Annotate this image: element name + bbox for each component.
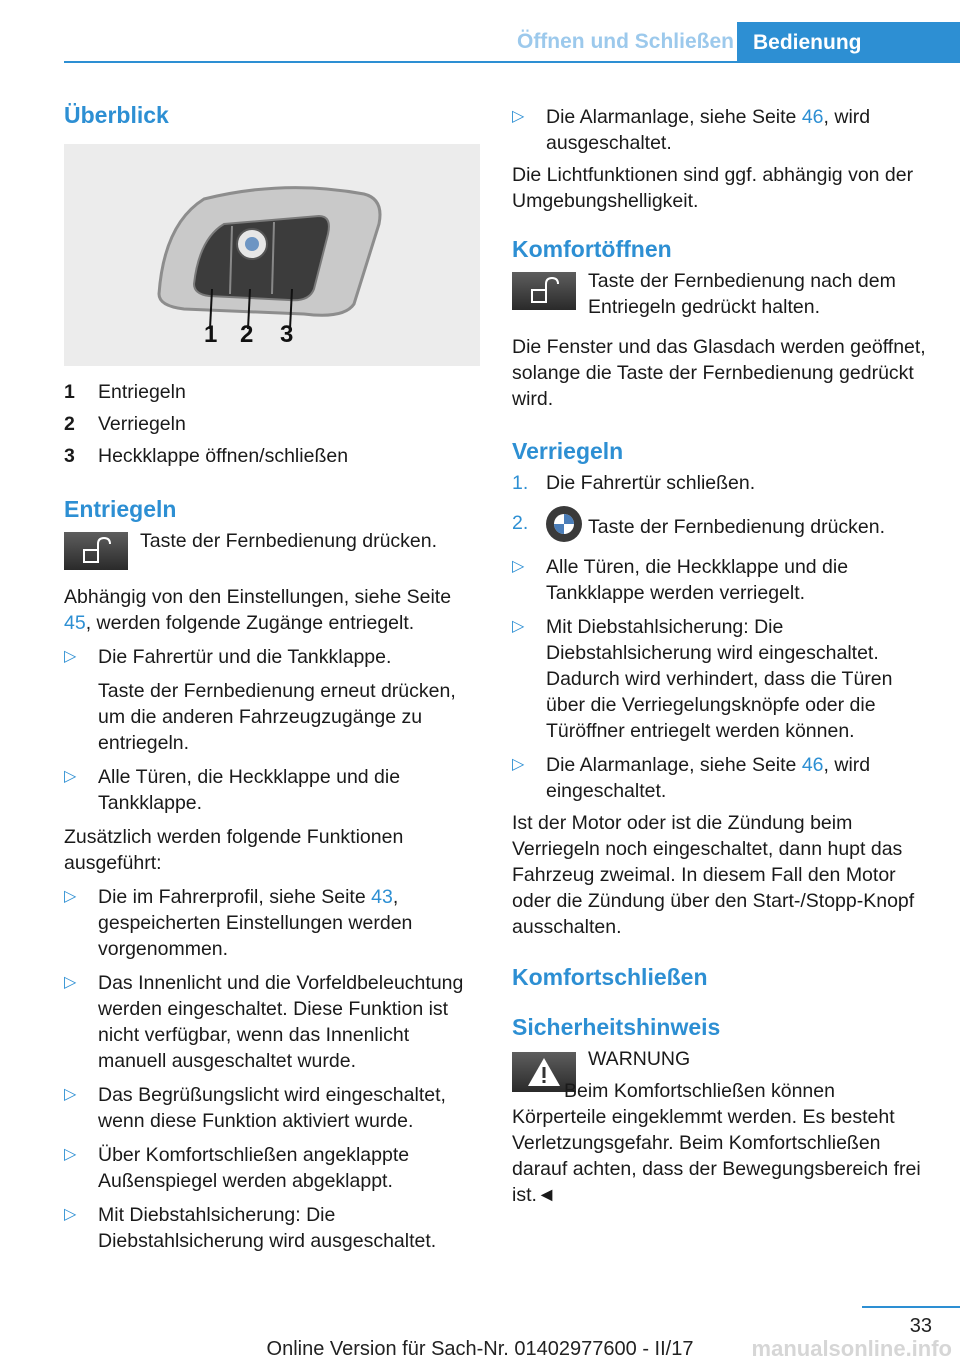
list-item: ▷ Die Alarmanlage, siehe Seite 46, wird eingeschaltet. xyxy=(512,754,871,802)
list-item: ▷ Die Fahrertür und die Tankklappe. xyxy=(64,646,392,668)
legend-item xyxy=(64,440,482,472)
right-column xyxy=(512,100,930,1208)
legend-label: Heckklappe öffnen/schließen xyxy=(98,445,349,467)
figure-number-2: 2 xyxy=(240,321,254,348)
key-fob-figure xyxy=(64,144,480,366)
step-number: 2. xyxy=(512,512,529,534)
triangle-bullet-icon: ▷ xyxy=(64,768,77,785)
triangle-bullet-icon: ▷ xyxy=(512,558,525,575)
list-item: ▷ Das Innenlicht und die Vorfeldbeleuchtung werden eingeschaltet. Diese Funktion ist nicht verfügbar, wenn das Innenlicht manuell ausgeschaltet wurde. xyxy=(64,972,464,1072)
watermark: manualsonline.info xyxy=(751,1336,952,1361)
unlock-paragraph: Abhängig von den Einstellungen, siehe Seite 45, werden folgende Zugänge entriegelt. xyxy=(64,586,452,634)
figure-legend xyxy=(64,376,482,472)
list-item: ▷ Die Alarmanlage, siehe Seite 46, wird ausgeschaltet. xyxy=(512,106,871,154)
list-item: ▷ Mit Diebstahlsicherung: Die Diebstahlsicherung wird ausgeschaltet. xyxy=(64,1204,437,1252)
horn-paragraph: Ist der Motor oder ist die Zündung beim Verriegeln noch eingeschaltet, dann hupt das Fahrzeug zweimal. In diesem Fall den Motor oder die Zündung über den Start-/Stopp-Knopf ausschalten. xyxy=(512,812,915,938)
legend-label: Entriegeln xyxy=(98,381,186,403)
triangle-bullet-icon: ▷ xyxy=(64,974,77,991)
key-fob-illustration xyxy=(64,144,480,366)
functions-paragraph: Zusätzlich werden folgende Funktionen ausgeführt: xyxy=(64,826,404,874)
page-link[interactable]: 46 xyxy=(801,106,824,128)
header-rule xyxy=(64,61,960,63)
figure-number-1: 1 xyxy=(204,321,218,348)
page-link[interactable]: 43 xyxy=(371,886,393,908)
unlock-key-icon xyxy=(64,532,128,570)
safety-heading: Sicherheitshinweis xyxy=(512,1014,721,1040)
page-number: 33 xyxy=(909,1315,932,1337)
comfort-open-paragraph: Die Fenster und das Glasdach werden geöffnet, solange die Taste der Fernbedienung gedrückt wird. xyxy=(512,336,926,410)
header-tab: Bedienung xyxy=(737,22,960,62)
legend-item xyxy=(64,408,482,440)
light-functions-paragraph: Die Lichtfunktionen sind ggf. abhängig von der Umgebungshelligkeit. xyxy=(512,164,914,212)
list-item: ▷ Alle Türen, die Heckklappe und die Tankklappe. xyxy=(64,766,401,814)
unlock-key-text: Taste der Fernbedienung drücken. xyxy=(140,530,438,552)
header-section-title: Öffnen und Schließen xyxy=(516,30,734,53)
unlock-key-row xyxy=(64,528,482,570)
triangle-bullet-icon: ▷ xyxy=(512,618,525,635)
triangle-bullet-icon: ▷ xyxy=(64,1146,77,1163)
triangle-bullet-icon: ▷ xyxy=(64,648,77,665)
list-item: ▷ Mit Diebstahlsicherung: Die Diebstahlsicherung wird eingeschaltet. Dadurch wird verhindert, dass die Türen über die Verriegelungsknöpfe oder die Türöffner entriegelt werden können. xyxy=(512,616,893,742)
numbered-item: 1. Die Fahrertür schließen. xyxy=(512,472,756,494)
comfort-close-heading: Komfortschließen xyxy=(512,964,708,990)
numbered-item: 2. Taste der Fernbedienung drücken. xyxy=(512,510,930,546)
legend-label: Verriegeln xyxy=(98,413,186,435)
legend-item xyxy=(64,376,482,408)
list-item: ▷ Die im Fahrerprofil, siehe Seite 43, gespeicherten Einstellungen werden vorgenommen. xyxy=(64,886,413,960)
step-number: 1. xyxy=(512,472,529,494)
triangle-bullet-icon: ▷ xyxy=(512,108,525,125)
triangle-bullet-icon: ▷ xyxy=(64,1086,77,1103)
unlock-heading: Entriegeln xyxy=(64,496,177,522)
legend-number: 3 xyxy=(64,445,75,467)
left-column xyxy=(64,100,482,1254)
triangle-bullet-icon: ▷ xyxy=(512,756,525,773)
lock-heading: Verriegeln xyxy=(512,438,624,464)
list-item: ▷ Alle Türen, die Heckklappe und die Tankklappe werden verriegelt. xyxy=(512,556,849,604)
list-item: ▷ Über Komfortschließen angeklappte Außenspiegel werden abgeklappt. xyxy=(64,1144,410,1192)
triangle-bullet-icon: ▷ xyxy=(64,1206,77,1223)
comfort-open-key-text: Taste der Fernbedienung nach dem Entriegeln gedrückt halten. xyxy=(588,270,896,318)
page-link[interactable]: 45 xyxy=(64,612,86,634)
legend-number: 1 xyxy=(64,381,75,403)
page-link[interactable]: 46 xyxy=(801,754,824,776)
comfort-open-heading: Komfortöffnen xyxy=(512,236,672,262)
footer-rule xyxy=(862,1306,960,1308)
online-version-note: Online Version für Sach-Nr. 01402977600 - II/17 xyxy=(266,1338,694,1360)
comfort-open-key-row xyxy=(512,268,930,320)
list-item: ▷ Das Begrüßungslicht wird eingeschaltet, wenn diese Funktion aktiviert wurde. xyxy=(64,1084,446,1132)
list-item-subtext: Taste der Fernbedienung erneut drücken, um die anderen Fahrzeugzugänge zu entriegeln. xyxy=(98,680,456,754)
legend-number: 2 xyxy=(64,413,75,435)
unlock-key-icon xyxy=(512,272,576,310)
warning-text: Beim Komfortschließen können Körperteile eingeklemmt werden. Es besteht Verletzungsgefahr. Beim Komfortschließen darauf achten, dass der Bewegungsbereich frei ist.◄ xyxy=(512,1080,921,1206)
warning-label: WARNUNG xyxy=(588,1048,691,1070)
bmw-key-button-icon xyxy=(546,506,582,542)
triangle-bullet-icon: ▷ xyxy=(64,888,77,905)
overview-heading: Überblick xyxy=(64,102,169,128)
figure-number-3: 3 xyxy=(280,321,294,348)
